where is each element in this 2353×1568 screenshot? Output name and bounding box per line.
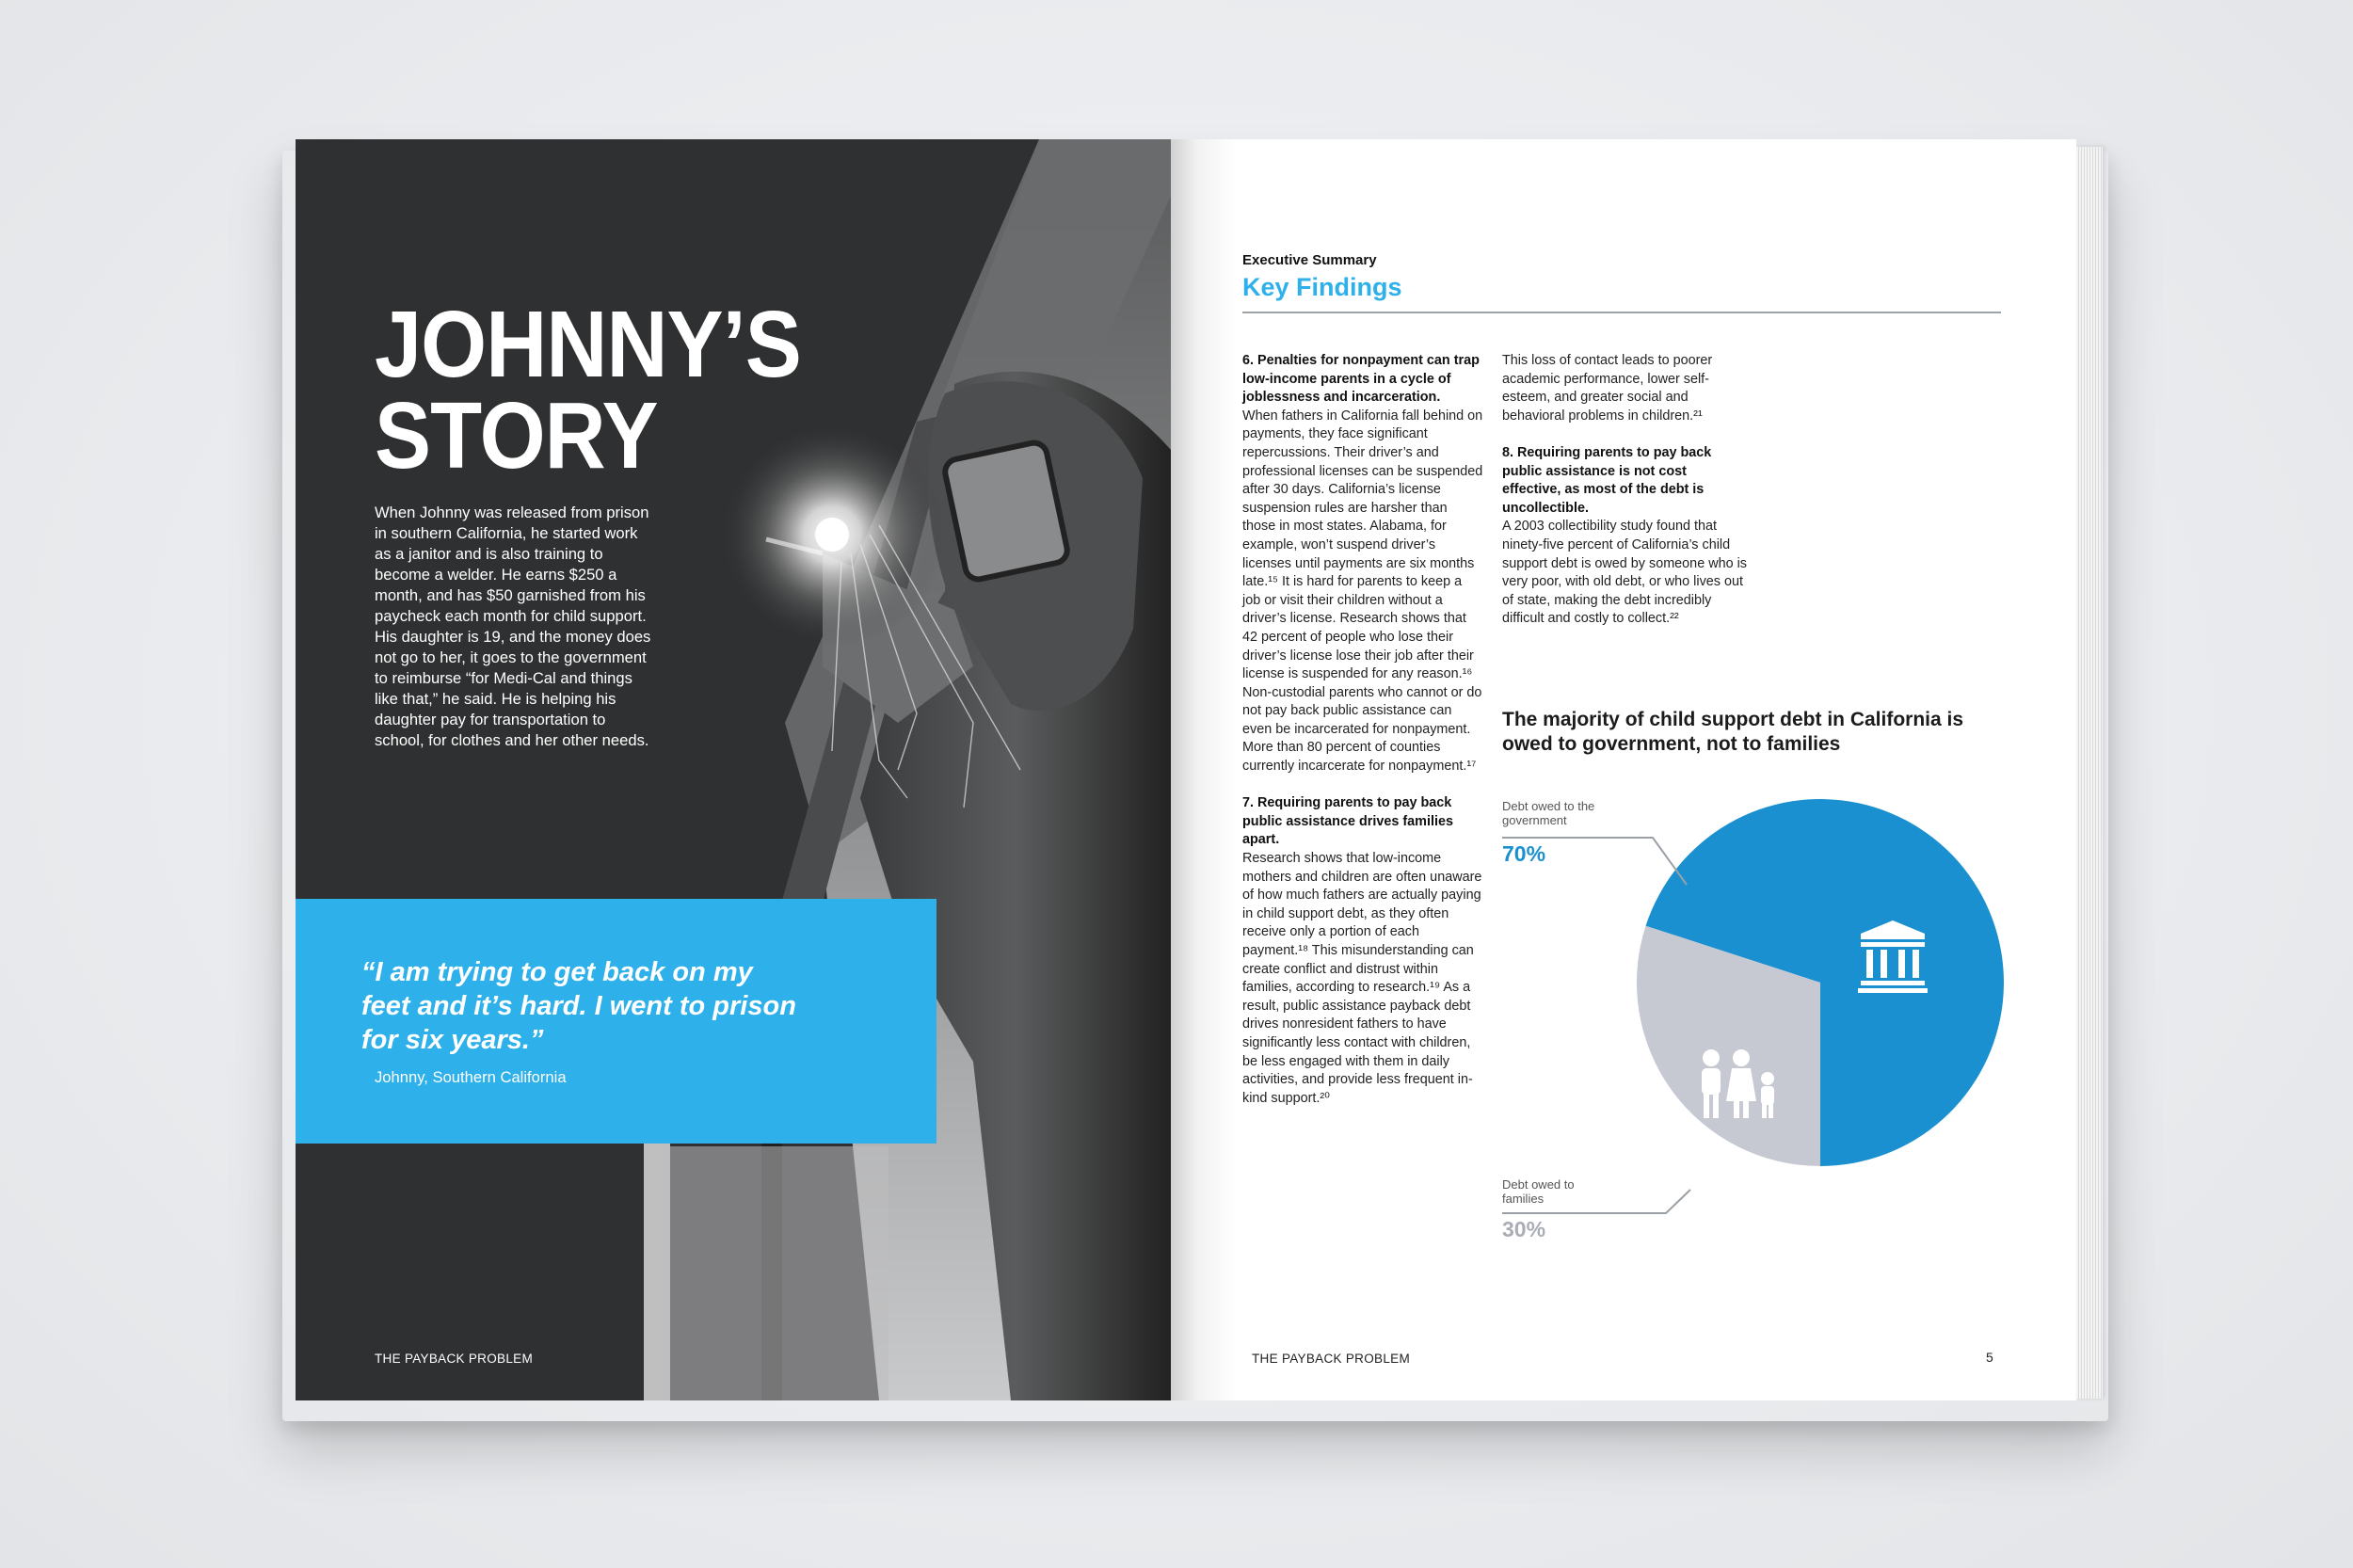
section-title: Key Findings xyxy=(1242,273,1402,301)
legend-label-government: Debt owed to the government xyxy=(1502,799,1595,827)
page-number: 5 xyxy=(1986,1350,1993,1365)
left-page-folio: THE PAYBACK PROBLEM xyxy=(375,1352,533,1366)
pull-quote-box xyxy=(296,899,936,1144)
right-page xyxy=(1171,139,2076,1400)
finding-7-body: Research shows that low-income mothers and children are often unaware of how much fathers are actually paying in child support debt, as they often receive only a portion of each payment.¹⁸ This misunderstanding can create conflict and distrust within families, according to research.¹⁹ As a result, public assistance payback debt drives nonresident fathers to have significantly less contact with children, be less engaged with them in daily activities, and provide less frequent in-kind support.²⁰ xyxy=(1242,851,1482,1106)
leader-line-families xyxy=(1502,1190,1690,1213)
chart-title: The majority of child support debt in California is owed to government, not to families xyxy=(1502,709,1964,755)
legend-value-families: 30% xyxy=(1502,1217,1546,1241)
right-page-folio: THE PAYBACK PROBLEM xyxy=(1252,1352,1410,1366)
finding-8-heading: 8. Requiring parents to pay back public assistance is not cost effective, as most of the debt is uncollectible. xyxy=(1502,444,1712,516)
title-line-1: JOHNNY’S xyxy=(375,292,801,397)
story-text: When Johnny was released from prison in southern California, he started work as a janitor and is also training to become a welder. He earns $250 a month, and has $50 garnished from his paycheck each month for child support. His daughter is 19, and the money does not go to her, it goes to the government to reimburse “for Medi-Cal and things like that,” he said. He is helping his daughter pay for transportation to school, for clothes and her other needs. xyxy=(375,504,651,749)
pie-chart xyxy=(1171,139,2076,1400)
page-edges xyxy=(2076,147,2103,1399)
finding-8-body: A 2003 collectibility study found that ninety-five percent of California’s child support debt is owed by someone who is very poor, with old debt, or who lives out of state, making the debt incredibly difficult and costly to collect.²² xyxy=(1502,519,1747,627)
section-eyebrow: Executive Summary xyxy=(1242,252,1377,268)
finding-6-body: When fathers in California fall behind on payments, they face significant repercussions. Their driver’s and professional licenses can be suspended after 30 days. California’s license suspension rules are harsher than those in most states. Alabama, for example, won’t suspend driver’s licenses until payments are six months late.¹⁵ It is hard for parents to keep a job or visit their children without a driver’s license. Research shows that 42 percent of people who lose their driver’s license lose their job after their license is suspended for any reason.¹⁶ Non-custodial parents who cannot or do not pay back public assistance can even be incarcerated for nonpayment. More than 80 percent of counties currently incarcerate for nonpayment.¹⁷ xyxy=(1242,408,1483,775)
left-page xyxy=(296,139,1171,1400)
leader-line-government xyxy=(1502,838,1687,885)
finding-7-heading: 7. Requiring parents to pay back public assistance drives families apart. xyxy=(1242,795,1453,848)
finding-6-heading: 6. Penalties for nonpayment can trap low-income parents in a cycle of joblessness and incarceration. xyxy=(1242,353,1480,406)
pull-quote: “I am trying to get back on my feet and it’s hard. I went to prison for six years.” xyxy=(361,957,796,1055)
legend-value-government: 70% xyxy=(1502,841,1546,866)
page-title xyxy=(375,292,801,488)
column-2-intro: This loss of contact leads to poorer academic performance, lower self-esteem, and greater social and behavioral problems in children.²¹ xyxy=(1502,353,1713,424)
title-line-2: STORY xyxy=(375,383,658,488)
legend-label-families: Debt owed to families xyxy=(1502,1177,1575,1206)
quote-attribution: Johnny, Southern California xyxy=(375,1068,567,1086)
